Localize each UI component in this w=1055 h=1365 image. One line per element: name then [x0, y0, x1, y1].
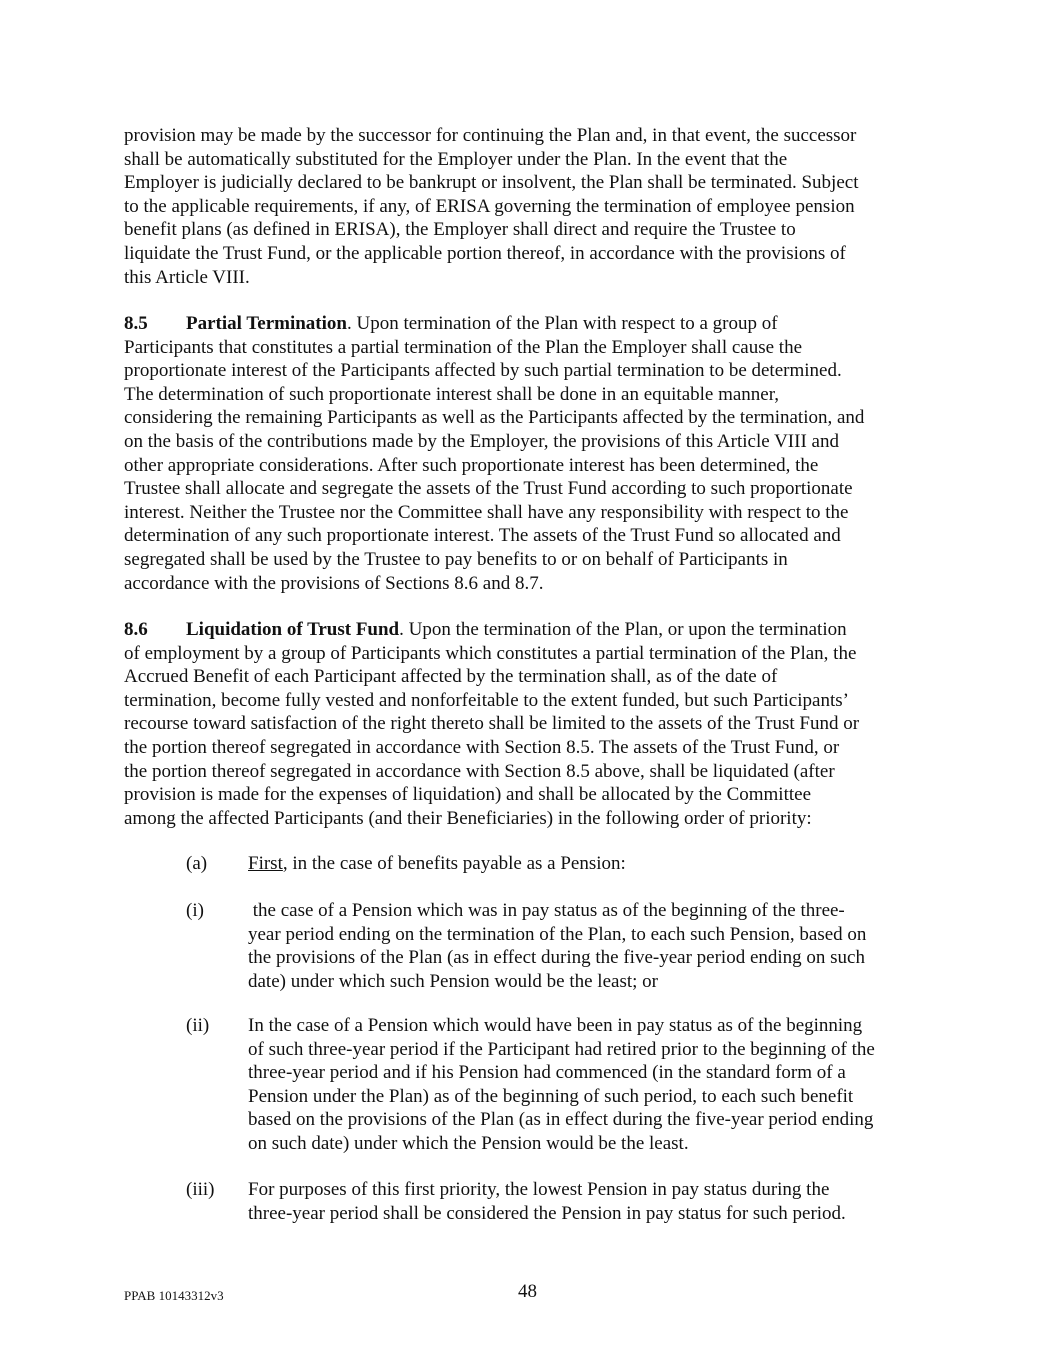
text-line: benefit plans (as defined in ERISA), the Employer shall direct and require the Trustee to [124, 219, 796, 241]
item-body [248, 899, 948, 993]
text-run: . Upon termination of the Plan with respect to a group of [346, 313, 778, 334]
text-line: on such date) under which the Pension would be the least. [248, 1132, 689, 1154]
text-line: Participants that constitutes a partial termination of the Plan the Employer shall cause the [124, 336, 803, 358]
text-run: . Upon the termination of the Plan, or upon the termination [399, 619, 847, 640]
text-run: , in the case of benefits payable as a Pension: [282, 853, 626, 874]
text-line: Pension under the Plan) as of the beginning of such period, to each such benefit [248, 1085, 854, 1107]
text-line: this Article VIII. [124, 266, 250, 288]
section-title: Liquidation of Trust Fund [186, 619, 400, 640]
text-line: provision may be made by the successor for continuing the Plan and, in that event, the successor [124, 125, 857, 146]
text-line: segregated shall be used by the Trustee to pay benefits to or on behalf of Participants in [124, 548, 788, 570]
text-line: determination of any such proportionate interest. The assets of the Trust Fund so allocated and [124, 525, 841, 547]
item-body [248, 1178, 948, 1225]
page-number: 48 [518, 1281, 537, 1302]
item-label: (a) [186, 853, 208, 874]
item-label: (iii) [186, 1179, 215, 1200]
text-line: year period ending on the termination of the Plan, to each such Pension, based on [248, 923, 867, 945]
section-number: 8.5 [124, 313, 148, 334]
text-line: shall be automatically substituted for the Employer under the Plan. In the event that the [124, 148, 788, 170]
list-item-ii [186, 1014, 946, 1158]
text-line: the portion thereof segregated in accordance with Section 8.5 above, shall be liquidated (after [124, 760, 835, 782]
text-line: the case of a Pension which was in pay status as of the beginning of the three- [248, 900, 845, 921]
text-line: Trustee shall allocate and segregate the assets of the Trust Fund according to such proportionate [124, 478, 853, 500]
document-id: PPAB 10143312v3 [124, 1288, 224, 1303]
text-line: In the case of a Pension which would have been in pay status as of the beginning [248, 1015, 863, 1036]
text-line: on the basis of the contributions made by the Employer, the provisions of this Article VIII and [124, 430, 839, 452]
section-heading-line [124, 312, 936, 336]
text-line: among the affected Participants (and their Beneficiaries) in the following order of priority: [124, 807, 812, 829]
section-number: 8.6 [124, 619, 148, 640]
section-8-6 [124, 618, 936, 830]
text-line: three-year period shall be considered the Pension in pay status for such period. [248, 1202, 846, 1224]
text-line: Employer is judicially declared to be bankrupt or insolvent, the Plan shall be terminated. Subject [124, 172, 859, 194]
text-line: For purposes of this first priority, the lowest Pension in pay status during the [248, 1179, 830, 1200]
item-label: (i) [186, 900, 204, 921]
text-line: three-year period and if his Pension had commenced (in the standard form of a [248, 1062, 846, 1084]
text-line: to the applicable requirements, if any, of ERISA governing the termination of employee pension [124, 195, 855, 217]
text-line: Accrued Benefit of each Participant affected by the termination shall, as of the date of [124, 666, 778, 688]
text-line: proportionate interest of the Participants affected by such partial termination to be determined. [124, 360, 842, 382]
section-8-5 [124, 312, 936, 595]
text-line: the provisions of the Plan (as in effect during the five-year period ending on such [248, 947, 865, 969]
section-title: Partial Termination [186, 313, 347, 334]
text-line: other appropriate considerations. After such proportionate interest has been determined, the [124, 454, 819, 476]
text-line: based on the provisions of the Plan (as in effect during the five-year period ending [248, 1109, 874, 1131]
item-label: (ii) [186, 1015, 210, 1036]
text-line: termination, become fully vested and nonforfeitable to the extent funded, but such Participants’ [124, 689, 849, 711]
text-line: considering the remaining Participants as well as the Participants affected by the termination, and [124, 407, 865, 429]
text-line: of employment by a group of Participants which constitutes a partial termination of the Plan, the [124, 642, 857, 664]
text-line: accordance with the provisions of Sections 8.6 and 8.7. [124, 572, 544, 594]
list-item-iii [186, 1178, 946, 1226]
text-line: liquidate the Trust Fund, or the applicable portion thereof, in accordance with the provisions of [124, 242, 846, 264]
text-line: provision is made for the expenses of liquidation) and shall be allocated by the Committee [124, 784, 811, 806]
text-line: recourse toward satisfaction of the right thereto shall be limited to the assets of the Trust Fund or [124, 713, 860, 735]
text-line: the portion thereof segregated in accordance with Section 8.5. The assets of the Trust Fund, or [124, 736, 840, 758]
section-heading-line [124, 618, 936, 642]
text-line: of such three-year period if the Participant had retired prior to the beginning of the [248, 1038, 875, 1060]
item-body [248, 1014, 948, 1156]
underlined-term: First [248, 853, 283, 874]
list-item-a [186, 852, 946, 876]
intro-paragraph [124, 124, 936, 289]
list-item-i [186, 899, 946, 995]
text-line: interest. Neither the Trustee nor the Committee shall have any responsibility with respect to the [124, 501, 849, 523]
text-line: The determination of such proportionate interest shall be done in an equitable manner, [124, 383, 780, 405]
text-line: date) under which such Pension would be the least; or [248, 970, 658, 992]
item-body [248, 852, 948, 876]
